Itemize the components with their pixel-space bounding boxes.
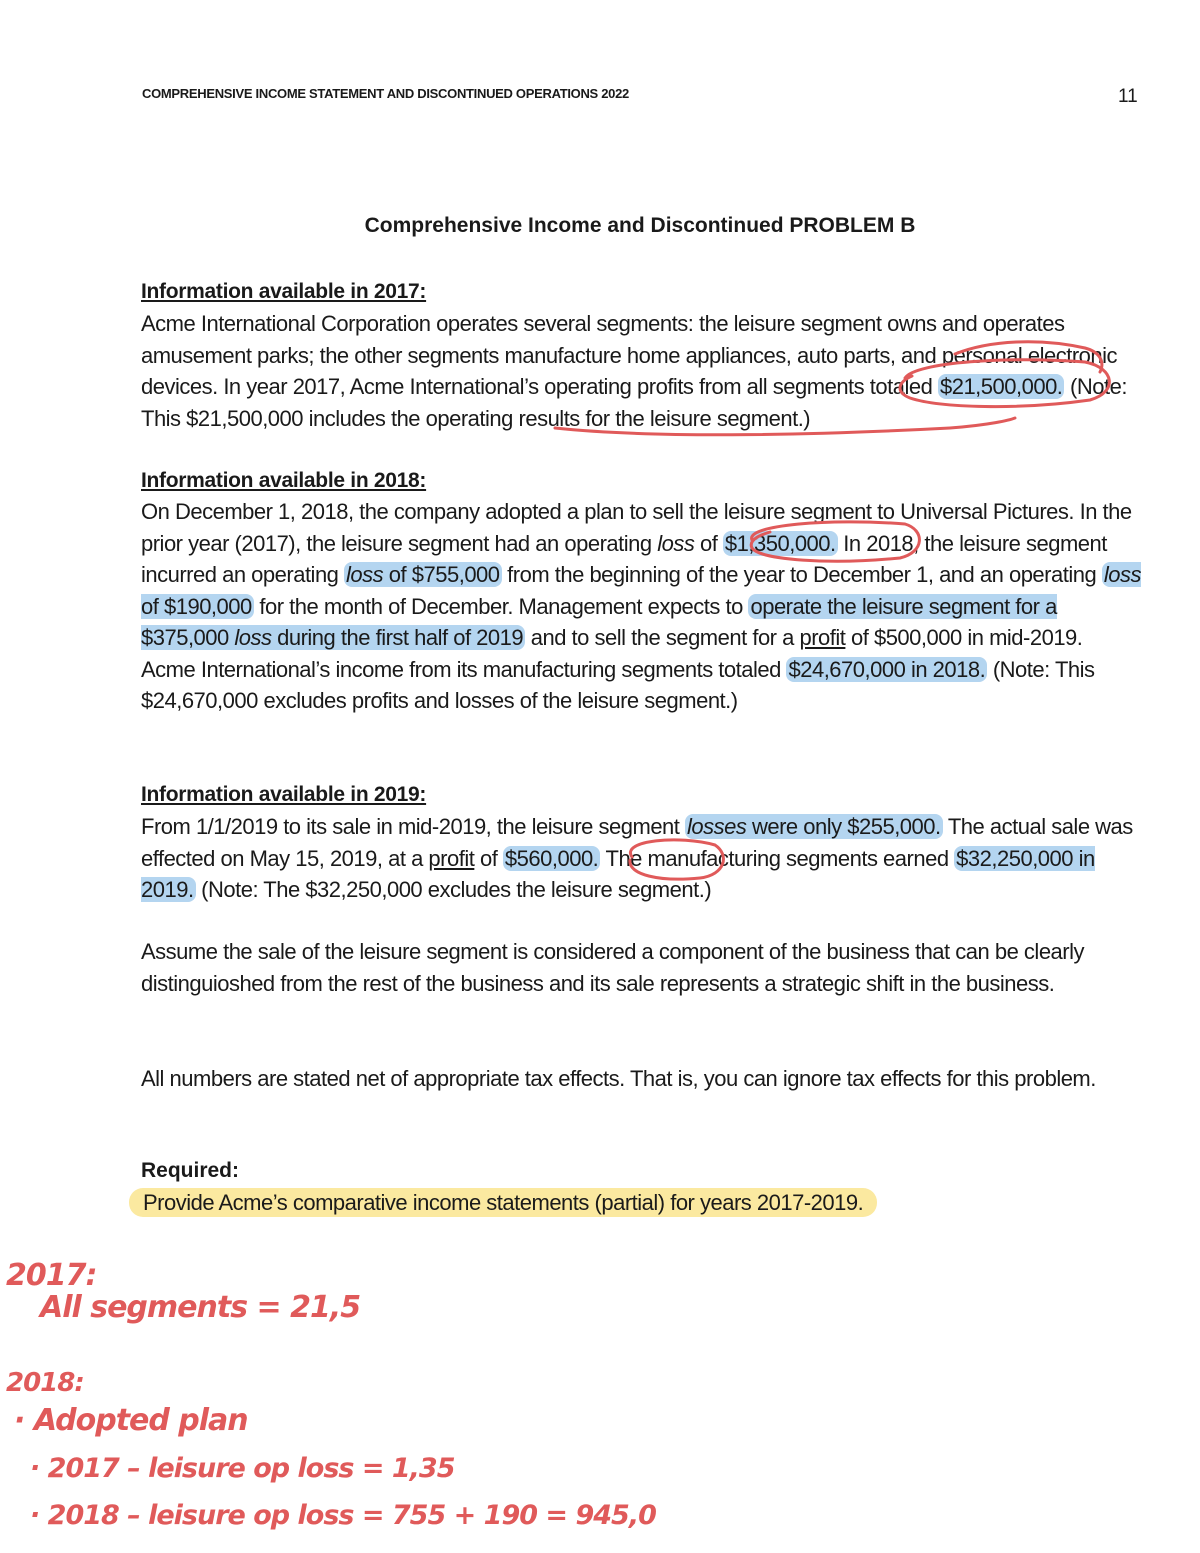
- text-2019-s2: The actual sale was effected on May 15, 2019, at a: [141, 814, 1133, 871]
- profit-underlined: profit: [428, 845, 475, 871]
- loss-italic: loss: [1103, 562, 1141, 587]
- text-2018-s1: On December 1, 2018, the company adopted a plan to sell the leisure segment to Universal Pictures. In the prior year (2017), the leisure segment had an operating: [141, 499, 1132, 556]
- note-all-segments: All segments = 21,5: [40, 1290, 361, 1325]
- page-number: 11: [1118, 86, 1138, 107]
- paragraph-2019: [141, 811, 1141, 906]
- amount-190: $190,000: [163, 593, 252, 619]
- text-2019-s5: (Note: The $32,250,000 excludes the leisure segment.): [195, 877, 712, 902]
- paragraph-2017: [141, 308, 1141, 434]
- text-2018-s7: of $500,000 in mid-2019. Acme International’s income from its manufacturing segments totaled: [141, 625, 1083, 682]
- text-2018-s3: In 2018, the leisure segment incurred an operating: [141, 530, 1107, 587]
- of-word: of: [388, 562, 407, 587]
- heading-2019: Information available in 2019:: [141, 783, 427, 806]
- highlight-mfg-2019: $32,250,000 in 2019.: [141, 845, 1095, 902]
- losses-italic: losses: [687, 814, 747, 839]
- note-loss-2018: · 2018 – leisure op loss = 755 + 190 = 945,0: [30, 1500, 656, 1531]
- loss-italic: loss: [657, 530, 695, 556]
- text-2019-s4: The manufacturing segments earned: [600, 845, 955, 871]
- text-2018-s8: (Note: This $24,670,000 excludes profits and losses of the leisure segment.): [141, 656, 1095, 713]
- text-2019-s3: of: [474, 845, 503, 871]
- highlight-sale-profit: $560,000.: [504, 845, 599, 871]
- required-text: [141, 1190, 877, 1216]
- tax-note-paragraph: All numbers are stated net of appropriate tax effects. That is, you can ignore tax effects for this problem.: [141, 1066, 1096, 1091]
- problem-title: Comprehensive Income and Discontinued PROBLEM B: [364, 214, 916, 237]
- course-header: COMPREHENSIVE INCOME STATEMENT AND DISCONTINUED OPERATIONS 2022: [142, 86, 629, 101]
- note-2017-heading: 2017:: [6, 1258, 97, 1293]
- note-adopted-plan: · Adopted plan: [14, 1403, 248, 1438]
- text-2018-s4: from the beginning of the year to December 1, and an operating: [501, 562, 1102, 587]
- loss-italic: loss: [346, 562, 384, 587]
- note-loss-2017: · 2017 – leisure op loss = 1,35: [30, 1453, 455, 1484]
- expect-text-2: during the first half of 2019: [271, 625, 524, 650]
- expect-text-1: operate the leisure segment for a $375,000: [141, 593, 1057, 650]
- losses-amount: were only $255,000.: [746, 814, 941, 839]
- highlight-total-2017: $21,500,000.: [939, 374, 1063, 399]
- text-2018-s2: of: [694, 530, 723, 556]
- highlight-loss-2018a: [344, 562, 502, 587]
- paragraph-2018: [141, 496, 1141, 717]
- text-2018-s5: for the month of December. Management expects to: [253, 593, 749, 619]
- profit-underlined: profit: [799, 625, 846, 650]
- text-2017-part1: Acme International Corporation operates several segments: the leisure segment owns and operates amusement parks; the other segments manufacture home appliances, auto parts, and personal electronic devices. In year 2017, Acme International’s operating profits from all segments totaled: [141, 311, 1118, 399]
- text-2018-s6: and to sell the segment for a: [525, 625, 800, 650]
- note-2018-heading: 2018:: [6, 1368, 84, 1398]
- assumption-paragraph: Assume the sale of the leisure segment is considered a component of the business that can be clearly distinguioshed from the rest of the business and its sale represents a strategic shift in the business.: [141, 939, 1085, 996]
- amount-755: $755,000: [411, 562, 500, 587]
- highlight-mfg-2018: $24,670,000 in 2018.: [788, 656, 986, 682]
- highlight-losses-2019: [685, 814, 943, 839]
- loss-italic: loss: [234, 625, 272, 650]
- heading-2017: Information available in 2017:: [141, 280, 427, 303]
- required-label: Required:: [141, 1159, 240, 1182]
- heading-2018: Information available in 2018:: [141, 469, 427, 492]
- of-word: of: [141, 593, 159, 619]
- text-2017-part2: (Note: This $21,500,000 includes the operating results for the leisure segment.): [141, 374, 1127, 431]
- highlight-required: Provide Acme’s comparative income statements (partial) for years 2017-2019.: [129, 1188, 877, 1217]
- highlight-prior-loss: $1,350,000.: [724, 530, 836, 556]
- text-2019-s1: From 1/1/2019 to its sale in mid-2019, the leisure segment: [141, 814, 686, 839]
